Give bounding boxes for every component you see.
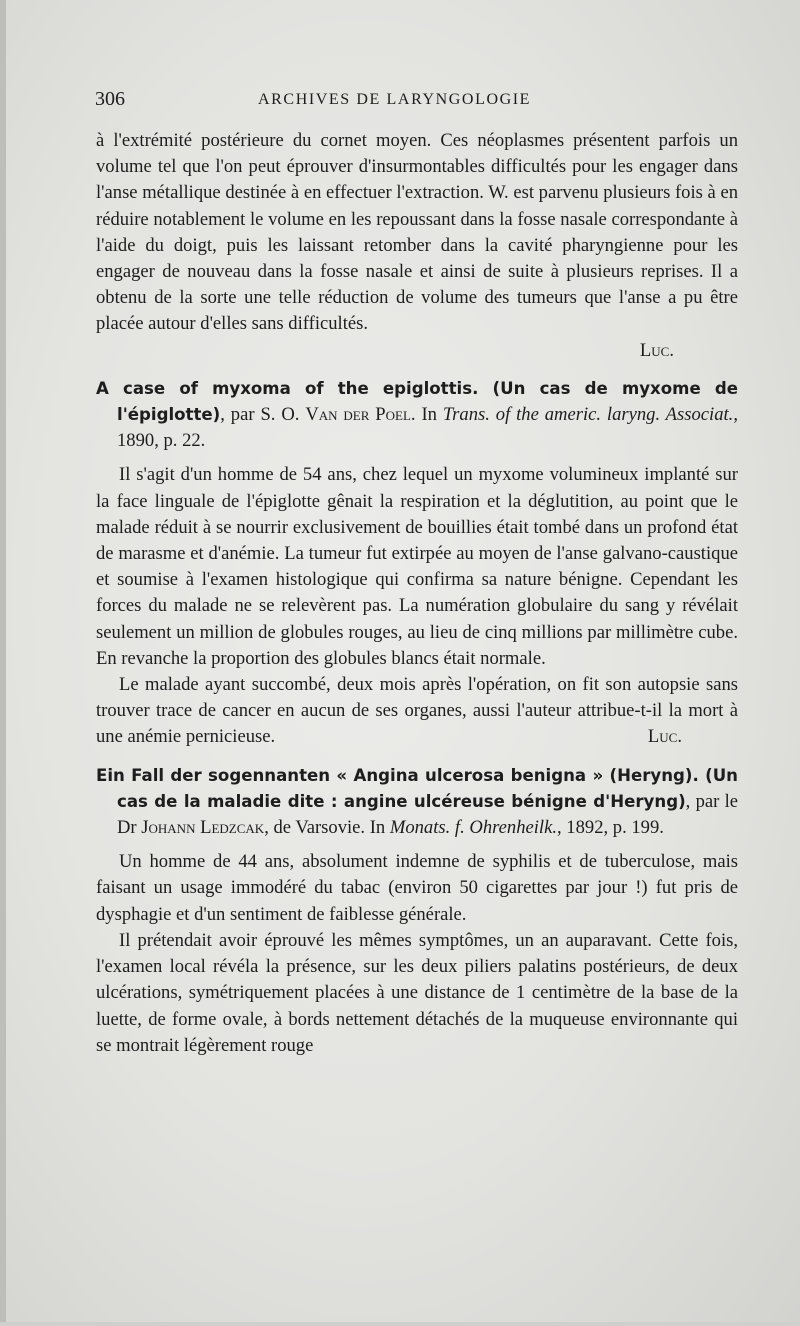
entry-2-paragraph-2: Il prétendait avoir éprouvé les mêmes symptômes, un an auparavant. Cette fois, l'examen local révéla la présence, sur les deux piliers palatins postérieurs, de deux ulcérations, symétriquement placées à une distance de 1 centimètre de la base de la luette, de forme ovale, à bords nettement détachés de la muqueuse environnante qui se montrait légèrement rouge	[96, 929, 738, 1056]
entry-2-journal: Monats. f. Ohrenheilk.	[389, 817, 557, 839]
entry-2-place: , de Varsovie. In	[264, 817, 390, 839]
entry-1-citation: , 1890, p. 22.	[117, 404, 738, 452]
page-bottom-edge	[0, 1322, 800, 1326]
entry-2-author: Johann Ledzcak	[141, 817, 265, 839]
page-body	[96, 128, 738, 1059]
entry-1-paragraph-2-text: Le malade ayant succombé, deux mois après l'opération, on fit son autopsie sans trouver trace de cancer en aucun de ses organes, aussi l'auteur attribue-t-il la mort à une anémie pernicieuse.	[96, 674, 738, 748]
entry-2-title: Ein Fall der sogennanten « Angina ulcerosa benigna » (Heryng). (Un cas de la maladie dite : angine ulcéreuse bénigne d'Heryng)	[96, 765, 738, 811]
entry-2-citation: , 1892, p. 199.	[557, 817, 664, 839]
entry-1-signature: Luc.	[647, 726, 682, 748]
entry-2-by: , par le Dr	[117, 790, 739, 839]
abstract-entry-2	[96, 763, 738, 1059]
entry-1-in: . In	[410, 404, 443, 426]
page-header	[95, 88, 735, 114]
entry-2-heading	[96, 763, 738, 842]
continuation-paragraph: à l'extrémité postérieure du cornet moyen. Ces néoplasmes présentent parfois un volume tel que l'on peut éprouver d'insurmontables difficultés pour les engager dans l'anse métallique destinée à en effectuer l'extraction. W. est parvenu plusieurs fois à en réduire notablement le volume en les repoussant dans la fosse nasale correspondante à l'aide du doigt, puis les laissant retomber dans la cavité pharyngienne pour les engager de nouveau dans la fosse nasale et ainsi de suite à plusieurs reprises. Il a obtenu de la sorte une telle réduction de volume des tumeurs que l'anse a pu être placée autour d'elles sans difficultés.	[96, 130, 738, 335]
continuation-signature: Luc.	[639, 339, 674, 361]
entry-1-journal: Trans. of the americ. laryng. Associat.	[442, 404, 734, 426]
abstract-entry-1	[96, 376, 738, 751]
entry-1-title: A case of myxoma of the epiglottis. (Un cas de myxome de l'épiglotte)	[96, 378, 738, 425]
entry-1-heading	[96, 376, 738, 455]
entry-2-paragraph-1: Un homme de 44 ans, absolument indemne de syphilis et de tuberculose, mais faisant un usage immodéré du tabac (environ 50 cigarettes par jour !) fut pris de dysphagie et d'un sentiment de faiblesse générale.	[96, 851, 738, 925]
entry-1-paragraph-2	[96, 672, 738, 751]
entry-1-by: , par S. O.	[220, 404, 306, 426]
page-number: 306	[95, 88, 125, 110]
running-title: ARCHIVES DE LARYNGOLOGIE	[258, 91, 532, 108]
page-shadow-edge	[0, 0, 6, 1326]
entry-1-author: Van der Poel	[305, 404, 411, 426]
entry-1-paragraph-1: Il s'agit d'un homme de 54 ans, chez lequel un myxome volumineux implanté sur la face linguale de l'épiglotte gênait la respiration et la déglutition, au point que le malade réduit à se nourrir exclusivement de bouillies était tombé dans un profond état de marasme et d'anémie. La tumeur fut extirpée au moyen de l'anse galvano-caustique et soumise à l'examen histologique qui confirma sa nature bénigne. Cependant les forces du malade ne se relevèrent pas. La numération globulaire du sang y révélait seulement un million de globules rouges, au lieu de cinq millions par millimètre cube. En revanche la proportion des globules blancs était normale.	[96, 464, 738, 669]
